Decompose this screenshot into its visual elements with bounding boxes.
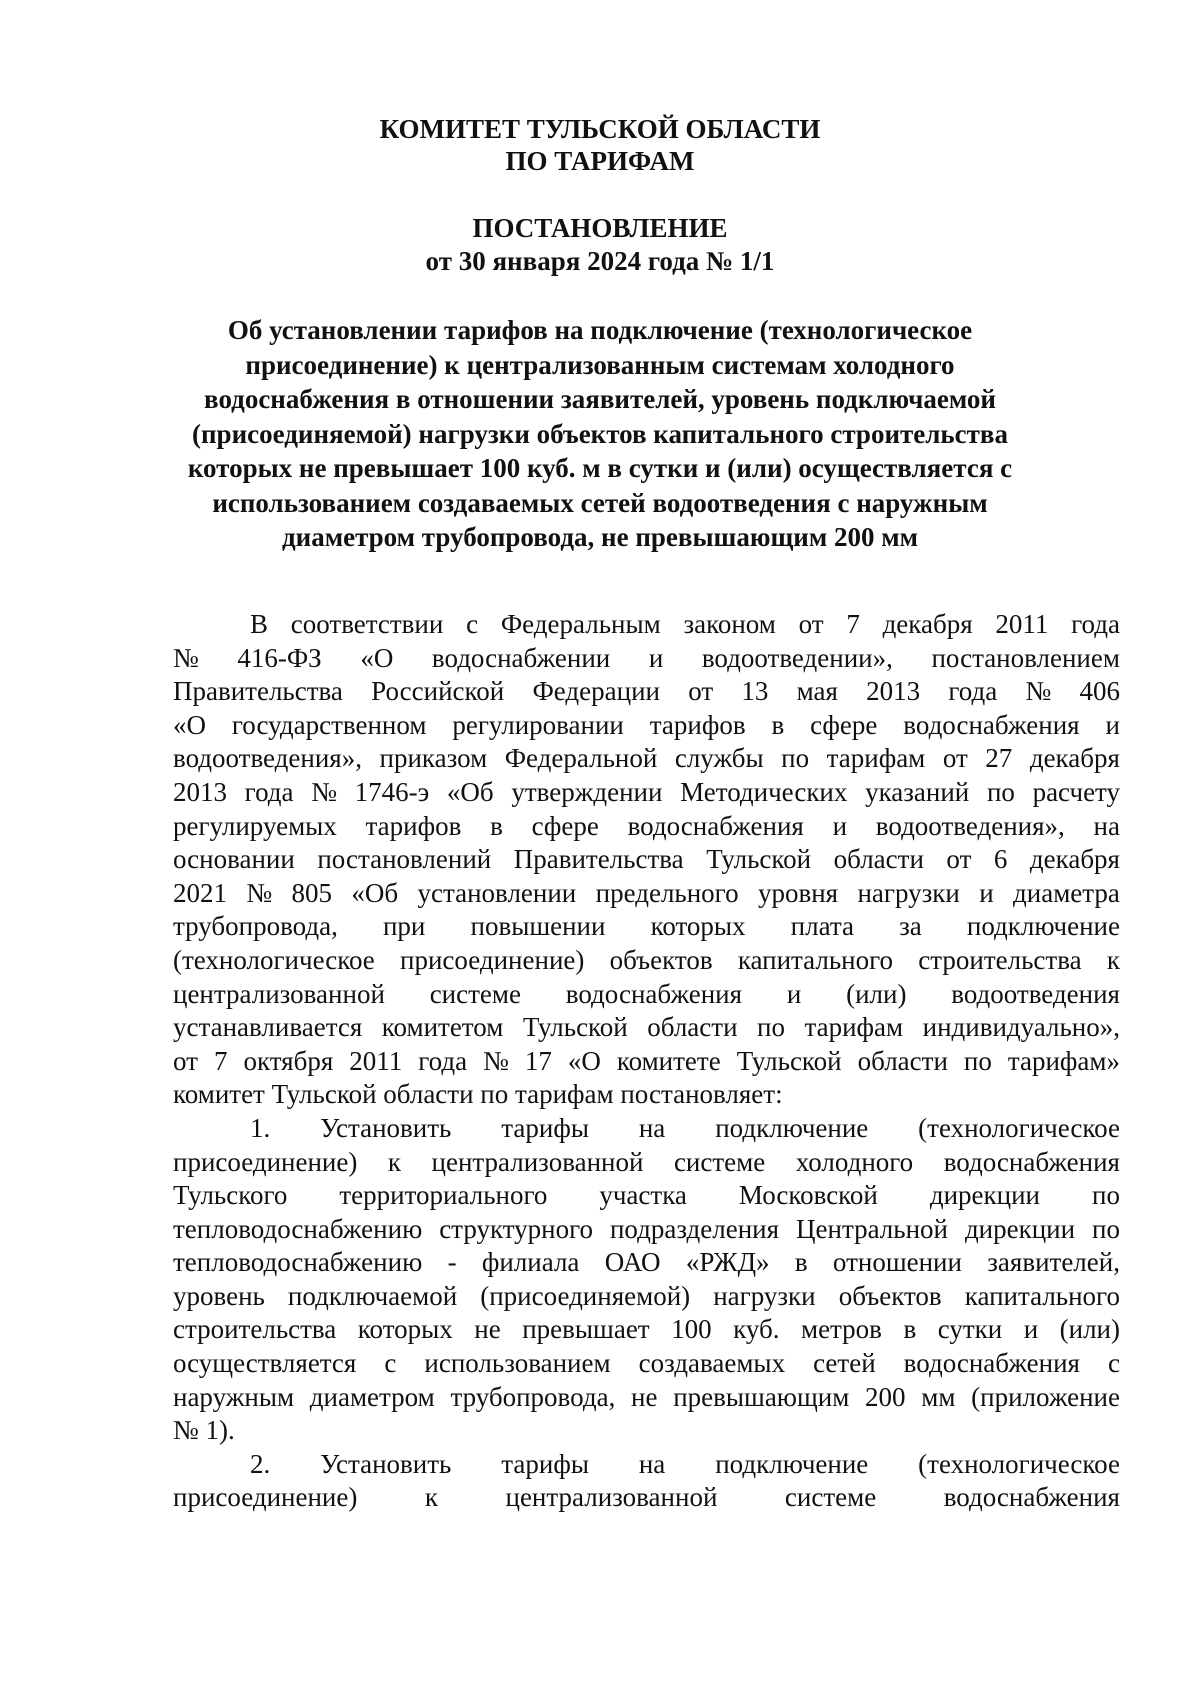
body-word: не [631, 1381, 658, 1412]
body-word: осуществляется [173, 1348, 357, 1379]
body-word: регулируемых [173, 810, 337, 841]
body-word: области [833, 844, 924, 875]
body-word: превышает [522, 1314, 650, 1345]
body-line [173, 776, 1120, 810]
body-word: капитального [737, 944, 894, 975]
body-line [173, 1112, 1120, 1146]
subject-line: водоснабжения в отношении заявителей, уровень подключаемой [204, 384, 996, 414]
body-word: расчету [1032, 776, 1120, 807]
body-word: Российской [371, 676, 505, 707]
body-word: 17 [524, 1045, 552, 1076]
body-word: водоотведения», [875, 810, 1065, 841]
body-word: строительства [173, 1314, 337, 1345]
body-line [173, 843, 1120, 877]
body-line [173, 642, 1120, 676]
decree-subject [180, 313, 1020, 555]
body-word: объектов [609, 944, 713, 975]
body-word: 1. [250, 1112, 271, 1143]
body-word: уровень [173, 1280, 265, 1311]
body-word: Федерации [532, 676, 660, 707]
body-word: и [979, 877, 994, 908]
body-word: присоединение) [173, 1146, 358, 1177]
subject-line: использованием создаваемых сетей водоотведения с наружным [212, 487, 988, 518]
body-word: от [946, 844, 972, 875]
body-word: соответствии [290, 609, 444, 639]
body-word: (технологическое [918, 1112, 1120, 1143]
body-word: присоединение) [173, 1482, 358, 1513]
body-word: 6 [993, 844, 1008, 875]
body-word: от [688, 676, 714, 707]
body-word: к [424, 1482, 438, 1513]
body-word: в [794, 1247, 808, 1278]
body-word: на [1093, 810, 1120, 841]
body-word: тарифам [826, 743, 926, 774]
body-line [173, 978, 1120, 1012]
body-word: 2011 [995, 609, 1049, 639]
body-word: к [387, 1146, 401, 1177]
body-word: (приложение [971, 1381, 1120, 1412]
body-word: комитете [616, 1045, 721, 1076]
body-line [173, 1011, 1120, 1045]
body-word: строительства [918, 944, 1082, 975]
decree-heading [0, 212, 1200, 278]
body-word: Установить [320, 1112, 452, 1143]
body-word: регулировании [452, 709, 624, 740]
body-word: Тульской [736, 1045, 842, 1076]
body-word: системе [429, 978, 521, 1009]
body-word: отношении [832, 1247, 962, 1278]
body-word: Федеральной [504, 743, 658, 774]
body-word: 2013 [866, 676, 921, 707]
body-word: ОАО [604, 1247, 661, 1278]
body-word: установлении [417, 877, 577, 908]
body-word: сутки [937, 1314, 1003, 1345]
body-word: Установить [320, 1448, 452, 1479]
body-word: 1746-э [354, 776, 430, 807]
body-word: - [447, 1247, 457, 1278]
body-word: сфере [810, 709, 878, 740]
body-word: на [638, 1448, 666, 1479]
body-word: тарифам» [1007, 1045, 1120, 1076]
body-word: с [384, 1348, 397, 1379]
body-word: и [832, 810, 848, 841]
body-word: «Об [446, 776, 494, 807]
body-word: централизованной [431, 1146, 644, 1177]
body-word: по [781, 743, 810, 774]
body-word: водоотведения», [173, 743, 362, 774]
body-word: от [798, 609, 824, 639]
body-word: при [382, 911, 426, 942]
body-word: сетей [813, 1348, 876, 1379]
body-word: Правительства [513, 844, 684, 875]
body-word: централизованной [505, 1482, 718, 1513]
body-word: которых [357, 1314, 453, 1345]
body-word: тепловодоснабжению [173, 1247, 423, 1278]
body-word: подключение [715, 1448, 869, 1479]
body-word: № [483, 1045, 509, 1076]
body-word: 27 [985, 743, 1013, 774]
subject-line: диаметром трубопровода, не превышающим 200 мм [281, 522, 918, 552]
body-word: 416-ФЗ [237, 642, 322, 673]
body-word: В [250, 609, 269, 639]
body-word: к [1106, 944, 1120, 975]
body-word: «О [567, 1045, 601, 1076]
body-word: и [1105, 709, 1120, 740]
body-word: дирекции [929, 1180, 1041, 1211]
body-word: по [986, 776, 1015, 807]
body-word: области [647, 1012, 738, 1043]
body-word: куб. [733, 1314, 780, 1345]
body-word: устанавливается [173, 1012, 363, 1043]
body-word: Тульской [706, 844, 812, 875]
body-word: водоснабжения [903, 1348, 1080, 1379]
body-word: 2011 [349, 1045, 403, 1076]
body-word: диаметром [309, 1381, 435, 1412]
body-word: территориального [339, 1180, 548, 1211]
body-word: централизованной [173, 978, 385, 1009]
body-word: и [786, 978, 802, 1009]
body-word: плата [790, 911, 854, 942]
body-line [173, 1481, 1120, 1515]
body-word: 2. [250, 1448, 271, 1479]
body-word: в [490, 810, 503, 841]
body-word: тарифам [804, 1012, 904, 1043]
body-word: Федеральным [500, 609, 661, 639]
body-word: и [648, 642, 664, 673]
body-word: участка [599, 1180, 687, 1211]
body-word: в [903, 1314, 917, 1345]
subject-line: Об установлении тарифов на подключение (технологическое [227, 315, 973, 345]
body-word: по [1092, 1180, 1120, 1211]
body-word: системе [673, 1146, 766, 1177]
body-line: № 1). [173, 1415, 235, 1446]
body-word: предельного [595, 877, 739, 908]
body-word: по [757, 1012, 785, 1043]
body-word: подключение [966, 911, 1120, 942]
body-word: водоснабжения [627, 810, 804, 841]
body-word: 7 [213, 1045, 228, 1076]
decree-title: ПОСТАНОВЛЕНИЕ [472, 213, 728, 243]
body-word: водоснабжения [943, 1482, 1120, 1513]
body-word: 7 [846, 609, 860, 639]
body-word: системе [784, 1482, 877, 1513]
body-word: Тульского [173, 1180, 288, 1211]
body-word: (технологическое [918, 1448, 1120, 1479]
body-word: тарифов [365, 810, 462, 841]
body-word: № [1025, 676, 1052, 707]
body-word: Правительства [173, 676, 343, 707]
body-word: декабря [1029, 743, 1120, 774]
body-word: мм [921, 1381, 956, 1412]
body-word: по [1092, 1213, 1120, 1244]
body-word: индивидуально», [922, 1012, 1120, 1043]
body-line [173, 1347, 1120, 1381]
body-word: трубопровода, [450, 1381, 616, 1412]
issuer-line-1: КОМИТЕТ ТУЛЬСКОЙ ОБЛАСТИ [379, 114, 821, 144]
body-word: водоснабжения [565, 978, 743, 1009]
body-line [173, 742, 1120, 776]
body-word: (технологическое [173, 944, 375, 975]
body-word: водоотведении», [701, 642, 893, 673]
body-line [173, 910, 1120, 944]
body-word: подключение [715, 1112, 869, 1143]
body-line [173, 810, 1120, 844]
body-word: тарифы [501, 1112, 589, 1143]
body-line [173, 709, 1120, 743]
body-word: области [857, 1045, 948, 1076]
body-word: (присоединяемой) [480, 1280, 691, 1311]
body-word: холодного [795, 1146, 914, 1177]
body-line: комитет Тульской области по тарифам постановляет: [173, 1079, 783, 1110]
body-word: по [963, 1045, 992, 1076]
body-word: водоотведения [951, 978, 1120, 1009]
body-word: года [418, 1045, 468, 1076]
body-word: и [1023, 1314, 1039, 1345]
body-word: года [1071, 609, 1120, 639]
body-line [173, 1179, 1120, 1213]
body-word: Московской [738, 1180, 878, 1211]
body-word: года [948, 676, 998, 707]
body-word: основании [173, 844, 295, 875]
body-word: сфере [531, 810, 599, 841]
body-word: 2013 [173, 776, 227, 807]
body-word: уровня [757, 877, 839, 908]
body-word: № [246, 877, 273, 908]
body-line [173, 608, 1120, 642]
body-line [173, 944, 1120, 978]
issuer-header [0, 113, 1200, 177]
body-word: 200 [865, 1381, 906, 1412]
body-word: создаваемых [638, 1348, 786, 1379]
body-word: постановлений [317, 844, 492, 875]
body-word: подключаемой [287, 1280, 458, 1311]
body-word: тарифы [501, 1448, 589, 1479]
body-word: наружным [173, 1381, 295, 1412]
body-word: (или) [846, 978, 907, 1009]
body-word: постановлением [931, 642, 1120, 673]
body-word: диаметра [1013, 877, 1120, 908]
body-word: Методических [680, 776, 848, 807]
body-line [173, 1313, 1120, 1347]
body-word: (или) [1059, 1314, 1120, 1345]
body-word: за [899, 911, 922, 942]
body-word: декабря [882, 609, 973, 639]
body-word: заявителей, [987, 1247, 1120, 1278]
subject-line: (присоединяемой) нагрузки объектов капитального строительства [192, 418, 1008, 449]
decree-body [173, 608, 1120, 1515]
body-word: тарифов [649, 709, 746, 740]
subject-line: которых не превышает 100 куб. м в сутки и (или) осуществляется с [187, 453, 1013, 483]
body-word: № [311, 776, 337, 807]
body-word: от [942, 743, 968, 774]
body-word: октября [243, 1045, 334, 1076]
body-word: превышающим [673, 1381, 850, 1412]
body-word: филиала [481, 1247, 580, 1278]
body-word: № [173, 642, 199, 673]
body-word: приказом [379, 743, 488, 774]
body-line [173, 1045, 1120, 1079]
body-line [173, 675, 1120, 709]
body-word: метров [800, 1314, 882, 1345]
body-word: объектов [838, 1280, 942, 1311]
body-word: Центральной [796, 1213, 948, 1244]
body-word: трубопровода, [173, 911, 338, 942]
body-word: тепловодоснабжению [173, 1213, 423, 1244]
body-word: с [1107, 1348, 1120, 1379]
body-word: присоединение) [400, 944, 585, 975]
body-line [173, 1246, 1120, 1280]
body-line [173, 1381, 1120, 1415]
body-word: на [638, 1112, 666, 1143]
body-word: комитетом [381, 1012, 504, 1043]
body-line [173, 1448, 1120, 1482]
body-word: «Об [351, 877, 399, 908]
body-line [173, 1146, 1120, 1180]
body-line [173, 1213, 1120, 1247]
body-word: законом [683, 609, 776, 639]
body-word: от [173, 1045, 198, 1076]
body-word: водоснабжения [943, 1146, 1120, 1177]
body-word: 13 [741, 676, 769, 707]
body-line [173, 877, 1120, 911]
body-word: в [771, 709, 785, 740]
body-word: структурного [439, 1213, 594, 1244]
body-word: мая [796, 676, 838, 707]
body-word: не [474, 1314, 501, 1345]
body-line [173, 1280, 1120, 1314]
body-word: подразделения [609, 1213, 780, 1244]
body-word: «О [173, 709, 206, 740]
body-word: водоснабжения [903, 709, 1080, 740]
body-word: службы [674, 743, 764, 774]
body-word: «РЖД» [685, 1247, 770, 1278]
body-word: «О [360, 642, 394, 673]
body-word: нагрузки [713, 1280, 816, 1311]
body-word: 805 [291, 877, 333, 908]
issuer-line-2: ПО ТАРИФАМ [505, 146, 695, 176]
body-word: декабря [1029, 844, 1120, 875]
body-word: 100 [671, 1314, 712, 1345]
body-word: Тульской [522, 1012, 628, 1043]
body-word: использованием [424, 1348, 611, 1379]
body-word: капитального [964, 1280, 1120, 1311]
body-word: государственном [231, 709, 427, 740]
body-word: повышении [470, 911, 606, 942]
body-word: 406 [1079, 676, 1120, 707]
body-word: дирекции [964, 1213, 1076, 1244]
body-word: водоснабжении [431, 642, 611, 673]
decree-date-number: от 30 января 2024 года № 1/1 [425, 246, 775, 276]
body-word: указаний [865, 776, 970, 807]
body-word: утверждении [511, 776, 663, 807]
body-word: нагрузки [857, 877, 960, 908]
subject-line: присоединение) к централизованным системам холодного [245, 349, 955, 380]
body-word: с [466, 609, 479, 639]
body-word: года [244, 776, 294, 807]
body-word: которых [650, 911, 746, 942]
body-word: 2021 [173, 877, 227, 908]
